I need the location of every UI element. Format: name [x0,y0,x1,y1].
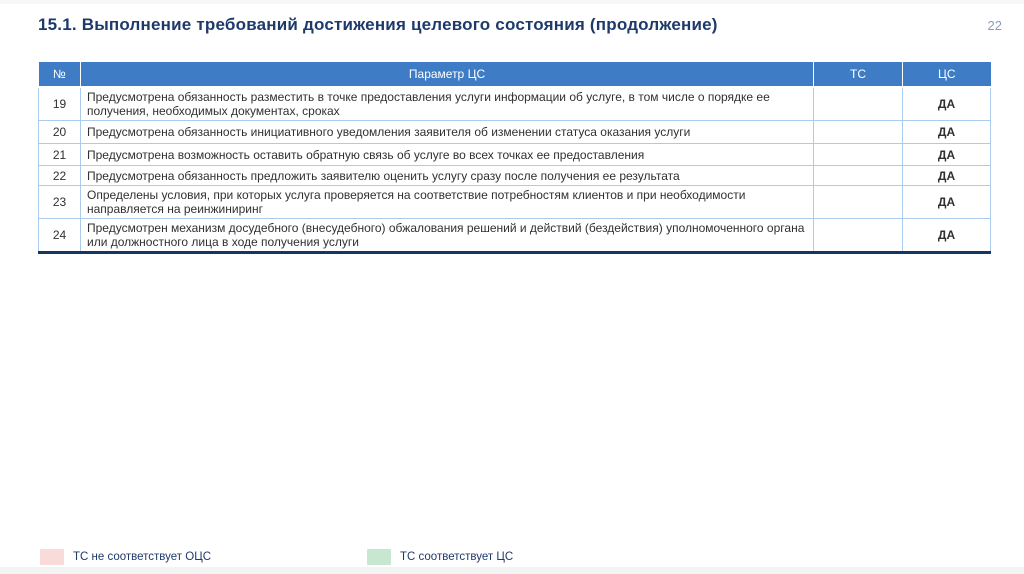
page-title: 15.1. Выполнение требований достижения целевого состояния (продолжение) [38,15,718,34]
row-cs-value: ДА [903,121,991,144]
row-parameter: Предусмотрена обязанность предложить заявителю оценить услугу сразу после получения ее результата [81,166,814,186]
row-number: 24 [39,219,81,253]
row-number: 21 [39,144,81,166]
legend [0,548,1024,568]
legend-swatch-pink [40,549,64,565]
legend-swatch-green [367,549,391,565]
legend-label: ТС соответствует ЦС [400,551,514,563]
legend-item-not-compliant [40,548,211,566]
row-tc-value [814,87,903,121]
column-header-parameter: Параметр ЦС [81,62,814,87]
row-number: 23 [39,186,81,219]
row-tc-value [814,144,903,166]
table-row [39,219,991,253]
row-parameter: Предусмотрена обязанность инициативного уведомления заявителя об изменении статуса оказания услуги [81,121,814,144]
table-row [39,186,991,219]
requirements-table [38,62,991,254]
table-row [39,87,991,121]
row-parameter: Предусмотрена возможность оставить обратную связь об услуге во всех точках ее предоставления [81,144,814,166]
table-row [39,166,991,186]
row-tc-value [814,219,903,253]
row-cs-value: ДА [903,166,991,186]
row-number: 22 [39,166,81,186]
row-cs-value: ДА [903,144,991,166]
slide-bottom-edge [0,567,1024,574]
column-header-tc: ТС [814,62,903,87]
row-parameter: Определены условия, при которых услуга проверяется на соответствие потребностям клиентов и при необходимости направляется на реинжиниринг [81,186,814,219]
table-row [39,144,991,166]
row-cs-value: ДА [903,87,991,121]
row-tc-value [814,186,903,219]
column-header-cs: ЦС [903,62,991,87]
table-header [39,62,991,87]
slide-top-edge [0,0,1024,4]
row-cs-value: ДА [903,219,991,253]
row-number: 20 [39,121,81,144]
row-parameter: Предусмотрен механизм досудебного (внесудебного) обжалования решений и действий (бездействия) уполномоченного органа или должностного лица в ходе получения услуги [81,219,814,253]
legend-item-compliant [367,548,513,566]
page-number: 22 [987,18,1002,33]
row-tc-value [814,121,903,144]
table-row [39,121,991,144]
row-parameter: Предусмотрена обязанность разместить в точке предоставления услуги информации об услуге, в том числе о порядке ее получения, необходимых документах, сроках [81,87,814,121]
table-header-row [39,62,991,87]
legend-label: ТС не соответствует ОЦС [73,551,212,563]
column-header-number: № [39,62,81,87]
row-cs-value: ДА [903,186,991,219]
row-number: 19 [39,87,81,121]
row-tc-value [814,166,903,186]
